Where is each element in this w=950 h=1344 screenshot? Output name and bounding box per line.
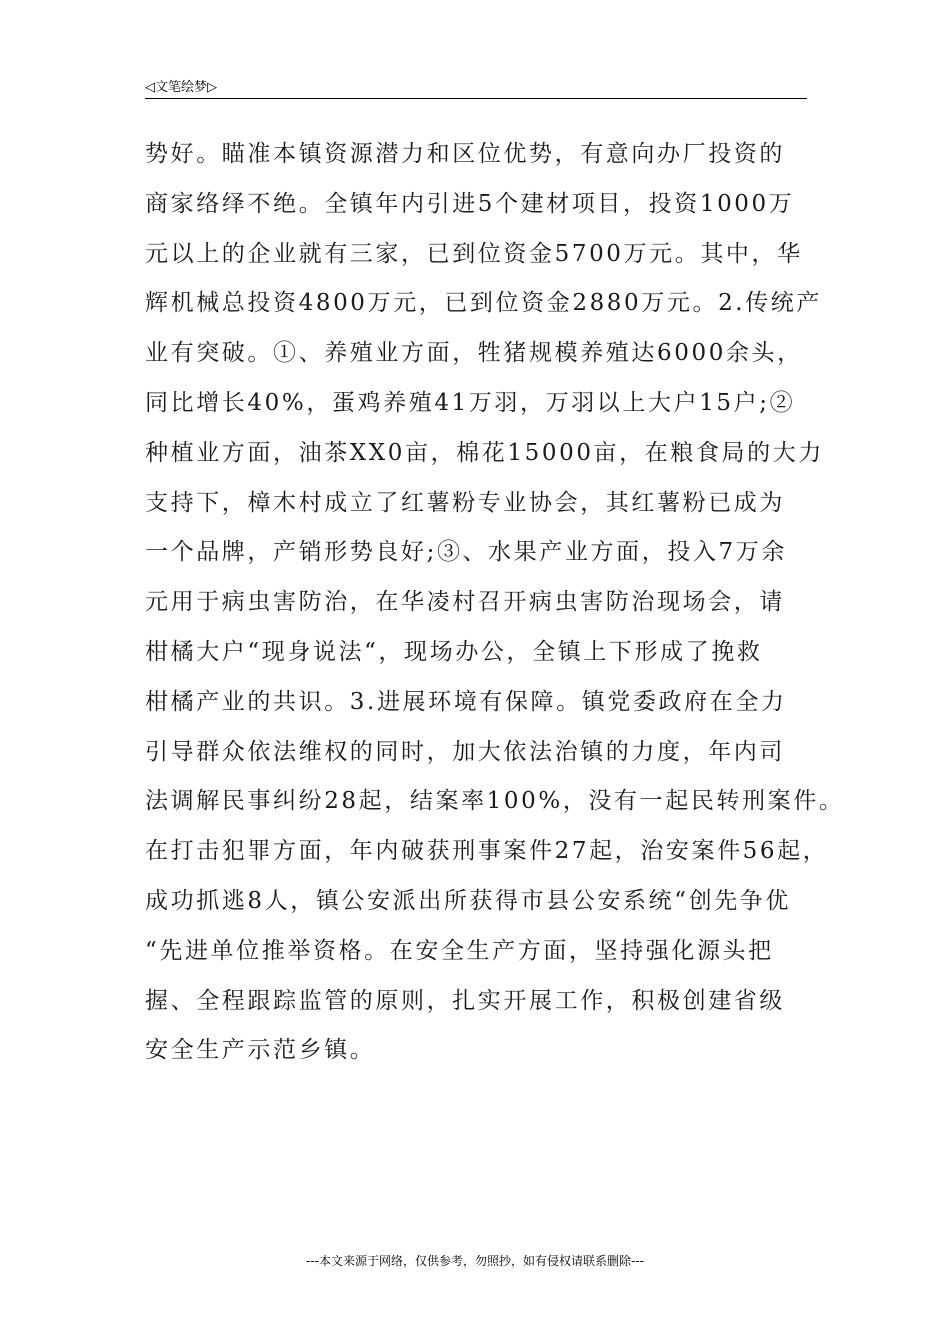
page-footer: ---本文来源于网络，仅供参考，勿照抄，如有侵权请联系删除--- <box>306 1254 644 1268</box>
body-line: 一个品牌，产销形势良好;③、水果产业方面，投入7万余 <box>145 539 787 566</box>
body-line: 法调解民事纠纷28起，结案率100%，没有一起民转刑案件。 <box>145 788 845 815</box>
body-line: 柑橘大户“现身说法“，现场办公，全镇上下形成了挽救 <box>145 638 763 665</box>
body-line: 引导群众依法维权的同时，加大依法治镇的力度，年内司 <box>145 738 785 765</box>
header-brand: ◁文笔绘梦▷ <box>145 80 217 95</box>
body-line: 商家络绎不绝。全镇年内引进5个建材项目，投资1000万 <box>145 190 795 217</box>
body-line: 成功抓逃8人，镇公安派出所获得市县公安系统“创先争优 <box>145 887 791 914</box>
body-line: 在打击犯罪方面，年内破获刑事案件27起，治安案件56起， <box>145 838 829 865</box>
body-line: 安全生产示范乡镇。 <box>145 1037 376 1064</box>
body-line: 辉机械总投资4800万元，已到位资金2880万元。2.传统产 <box>145 290 823 317</box>
body-line: 元用于病虫害防治，在华凌村召开病虫害防治现场会，请 <box>145 589 785 616</box>
body-line: “先进单位推举资格。在安全生产方面，坚持强化源头把 <box>145 937 774 964</box>
body-line: 柑橘产业的共识。3.进展环境有保障。镇党委政府在全力 <box>145 688 787 715</box>
body-line: 业有突破。①、养殖业方面，牲猪规模养殖达6000余头， <box>145 340 803 367</box>
body-line: 种植业方面，油茶XX0亩，棉花15000亩，在粮食局的大力 <box>145 439 824 466</box>
page-header <box>145 74 807 99</box>
body-line: 势好。瞄准本镇资源潜力和区位优势，有意向办厂投资的 <box>145 141 785 167</box>
body-line: 握、全程跟踪监管的原则，扎实开展工作，积极创建省级 <box>145 987 785 1014</box>
body-line: 同比增长40%，蛋鸡养殖41万羽，万羽以上大户15户;② <box>145 389 796 416</box>
body-line: 元以上的企业就有三家，已到位资金5700万元。其中，华 <box>145 240 803 267</box>
document-body <box>145 130 845 1076</box>
body-line: 支持下，樟木村成立了红薯粉专业协会，其红薯粉已成为 <box>145 489 785 516</box>
